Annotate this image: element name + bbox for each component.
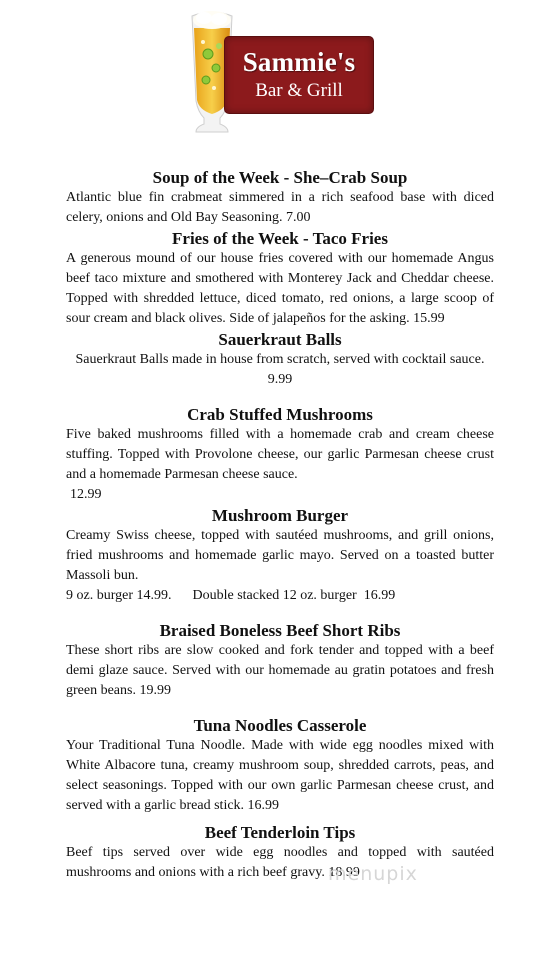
menu-item-title: Sauerkraut Balls xyxy=(218,330,342,349)
restaurant-subtitle: Bar & Grill xyxy=(255,80,343,101)
menu-item-short-ribs xyxy=(66,620,494,701)
menu-item-crab-mushrooms xyxy=(66,404,494,505)
menu-item-title: Tuna Noodles Casserole xyxy=(193,716,367,735)
menu-item-title: Beef Tenderloin Tips xyxy=(204,823,356,842)
menu-item-title: Fries of the Week - Taco Fries xyxy=(172,229,388,248)
menu-item-tenderloin-tips xyxy=(66,822,494,883)
menu-item-description: Creamy Swiss cheese, topped with sautéed mushrooms, and grill onions, fried mushrooms and homemade garlic mayo. Served on a toasted butter Massoli bun. xyxy=(66,528,494,583)
menu-item-mushroom-burger xyxy=(66,505,494,606)
menu-item-title: Mushroom Burger xyxy=(211,506,349,525)
menu-item-description: A generous mound of our house fries covered with our homemade Angus beef taco mixture and smothered with Monterey Jack and Cheddar cheese. Topped with shredded lettuce, diced tomato, red onions, a large scoop of sour cream and black olives. Side of jalapeños for the asking. 15.99 xyxy=(66,251,494,326)
menu-item-description: Atlantic blue fin crabmeat simmered in a rich seafood base with diced celery, onions and Old Bay Seasoning. 7.00 xyxy=(66,190,494,225)
menu-list xyxy=(66,167,494,883)
menu-item-soup xyxy=(66,167,494,228)
burger-prices xyxy=(66,586,494,606)
menu-item-title: Crab Stuffed Mushrooms xyxy=(187,405,373,424)
menu-item-title: Braised Boneless Beef Short Ribs xyxy=(159,621,401,640)
menu-item-fries xyxy=(66,228,494,329)
menu-item-description: Five baked mushrooms filled with a homemade crab and cream cheese stuffing. Topped with Provolone cheese, our garlic Parmesan cheese crust and a homemade Parmesan cheese sauce. xyxy=(66,427,494,482)
menu-item-description: Beef tips served over wide egg noodles and topped with sautéed mushrooms and onions with a rich beef gravy. 18.99 xyxy=(66,845,494,880)
burger-double-price: Double stacked 12 oz. burger 16.99 xyxy=(192,588,396,603)
menu-item-tuna-casserole xyxy=(66,715,494,816)
menu-item-description: Sauerkraut Balls made in house from scratch, served with cocktail sauce. 9.99 xyxy=(75,352,485,387)
menu-item-sauerkraut-balls xyxy=(66,329,494,390)
restaurant-logo xyxy=(186,6,376,136)
menu-item-price: 12.99 xyxy=(70,487,102,502)
watermark: menupix xyxy=(328,863,418,885)
menu-item-description: Your Traditional Tuna Noodle. Made with wide egg noodles mixed with White Albacore tuna, creamy mushroom soup, shredded carrots, peas, and select seasonings. Topped with our own garlic Parmesan cheese crust, and served with a garlic bread stick. 16.99 xyxy=(66,738,494,813)
menu-item-title: Soup of the Week - She–Crab Soup xyxy=(152,168,408,187)
logo-badge xyxy=(224,36,374,114)
restaurant-name: Sammie's xyxy=(242,47,356,77)
burger-single-price: 9 oz. burger 14.99. xyxy=(66,588,172,603)
menu-item-description: These short ribs are slow cooked and fork tender and topped with a beef demi glaze sauce. Served with our homemade au gratin potatoes and fresh green beans. 19.99 xyxy=(66,643,494,698)
